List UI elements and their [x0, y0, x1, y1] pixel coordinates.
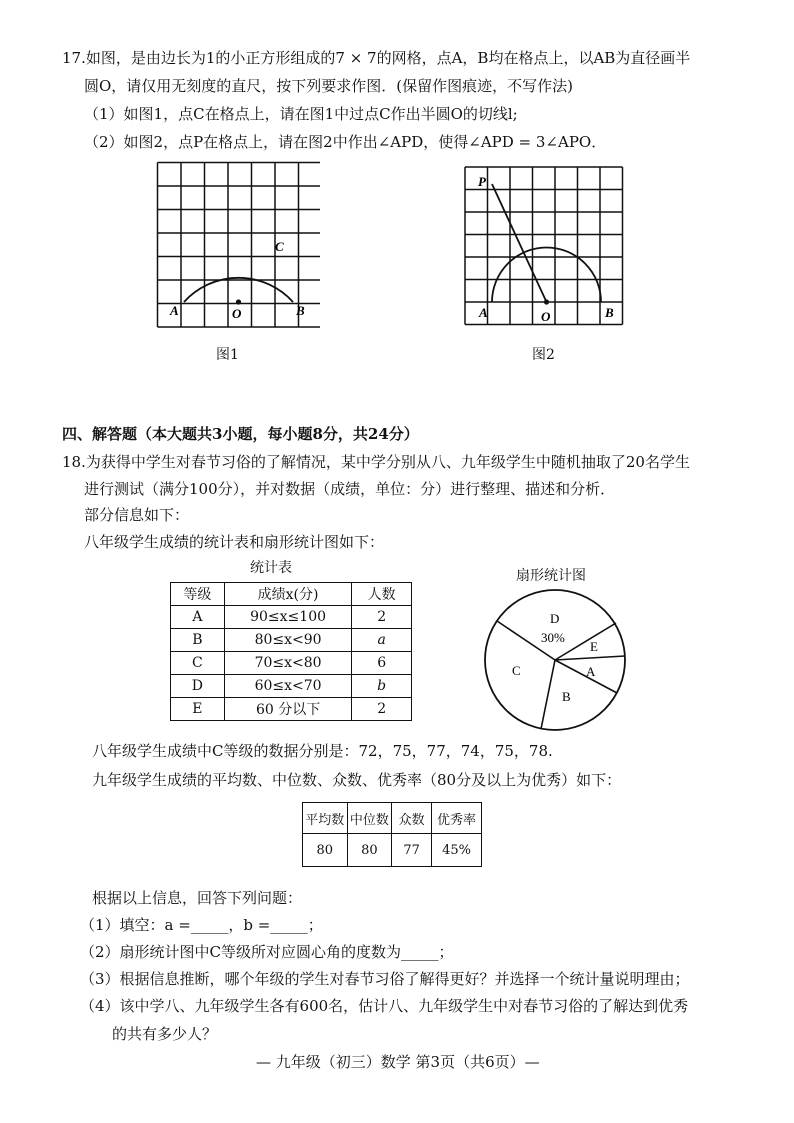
fig2-segment-po — [492, 184, 547, 302]
stat-cell: b — [352, 675, 412, 698]
stat-cell: a — [352, 629, 412, 652]
q18-grade9-intro: 九年级学生成绩的平均数、中位数、众数、优秀率（80分及以上为优秀）如下： — [92, 771, 622, 789]
q18-answer-intro: 根据以上信息，回答下列问题： — [92, 889, 303, 907]
stat-cell: E — [171, 698, 225, 721]
stat-table-title: 统计表 — [250, 560, 292, 576]
fig1-label-o: O — [232, 306, 242, 321]
q18-stem-line1: 18.为获得中学生对春节习俗的了解情况，某中学分别从八、九年级学生中随机抽取了20名学生 — [62, 453, 690, 471]
table-row — [171, 675, 412, 698]
q18-grade8-intro: 八年级学生成绩的统计表和扇形统计图如下： — [84, 533, 385, 551]
grade9-stat-table — [302, 802, 482, 867]
pie-label-d-percent: 30% — [541, 630, 565, 645]
pie-label-d: D — [550, 611, 560, 626]
q17-part2: （2）如图2，点P在格点上，请在图2中作出∠APD，使得∠APD = 3∠APO． — [84, 133, 607, 151]
table-row — [171, 652, 412, 675]
stat-cell: 6 — [352, 652, 412, 675]
stat-cell: 60 分以下 — [224, 698, 351, 721]
fig2-label-o: O — [541, 309, 551, 324]
pie-label-e: E — [590, 639, 598, 654]
table-row — [303, 834, 482, 867]
stat-header-count: 人数 — [352, 583, 412, 606]
q18-stem-line2: 进行测试（满分100分），并对数据（成绩，单位：分）进行整理、描述和分析． — [84, 480, 616, 498]
stat-cell: C — [171, 652, 225, 675]
fig2-label-b: B — [605, 305, 614, 320]
fig2-caption: 图2 — [532, 347, 555, 363]
pie-chart — [480, 585, 630, 735]
q18-partial-info: 部分信息如下： — [84, 506, 190, 524]
grade9-header: 众数 — [392, 803, 432, 834]
table-row — [171, 698, 412, 721]
fig1-label-c: C — [275, 239, 284, 254]
pie-label-a: A — [586, 664, 596, 679]
pie-label-c: C — [512, 663, 521, 678]
stat-cell: 60≤x<70 — [224, 675, 351, 698]
page-footer: — 九年级（初三）数学 第3页（共6页）— — [256, 1053, 540, 1071]
grade9-value: 80 — [347, 834, 392, 867]
stat-cell: 70≤x<80 — [224, 652, 351, 675]
q18-part4-line2: 的共有多少人？ — [112, 1025, 218, 1043]
stat-cell: 80≤x<90 — [224, 629, 351, 652]
section-4-heading: 四、解答题（本大题共3小题，每小题8分，共24分） — [62, 425, 419, 443]
stat-cell: 2 — [352, 606, 412, 629]
stat-cell: D — [171, 675, 225, 698]
stat-cell: 90≤x≤100 — [224, 606, 351, 629]
stat-cell: B — [171, 629, 225, 652]
fig1-label-b: B — [296, 303, 305, 318]
q18-part4-line1: （4）该中学八、九年级学生各有600名，估计八、九年级学生中对春节习俗的了解达到优秀 — [80, 997, 689, 1015]
fig1-center-point — [236, 299, 241, 304]
pie-chart-title: 扇形统计图 — [516, 568, 586, 584]
stat-header-grade: 等级 — [171, 583, 225, 606]
stat-cell: 2 — [352, 698, 412, 721]
fig2-semicircle — [492, 248, 601, 302]
table-row — [171, 629, 412, 652]
fig1-semicircle — [184, 278, 293, 302]
table-row — [303, 803, 482, 834]
q18-part3: （3）根据信息推断，哪个年级的学生对春节习俗了解得更好？并选择一个统计量说明理由； — [80, 970, 690, 988]
q18-c-data: 八年级学生成绩中C等级的数据分别是：72，75，77，74，75，78. — [92, 742, 553, 760]
grade8-stat-table — [170, 582, 412, 721]
q18-part2: （2）扇形统计图中C等级所对应圆心角的度数为_____； — [80, 943, 454, 961]
figure-1-grid — [150, 155, 320, 330]
stat-cell: A — [171, 606, 225, 629]
stat-header-score: 成绩x(分) — [224, 583, 351, 606]
table-row — [171, 606, 412, 629]
grade9-value: 80 — [303, 834, 348, 867]
figure-2-grid — [460, 155, 630, 330]
grade9-value: 77 — [392, 834, 432, 867]
grade9-header: 平均数 — [303, 803, 348, 834]
q18-part1: （1）填空：a =_____，b =_____； — [80, 916, 323, 934]
fig1-label-a: A — [170, 303, 179, 318]
q17-stem-line1: 17.如图，是由边长为1的小正方形组成的7 × 7的网格，点A，B均在格点上，以AB为直径画半 — [62, 49, 691, 67]
grade9-header: 优秀率 — [432, 803, 482, 834]
pie-label-b: B — [562, 689, 571, 704]
q17-stem-line2: 圆O，请仅用无刻度的直尺，按下列要求作图．(保留作图痕迹，不写作法) — [84, 77, 574, 95]
fig2-center-point — [544, 299, 549, 304]
fig2-label-a: A — [479, 305, 488, 320]
grade9-header: 中位数 — [347, 803, 392, 834]
grade9-value: 45% — [432, 834, 482, 867]
fig2-label-p: P — [478, 174, 486, 189]
q17-part1: （1）如图1，点C在格点上，请在图1中过点C作出半圆O的切线l; — [84, 105, 518, 123]
stat-table-header-row — [171, 583, 412, 606]
fig1-caption: 图1 — [216, 347, 239, 363]
